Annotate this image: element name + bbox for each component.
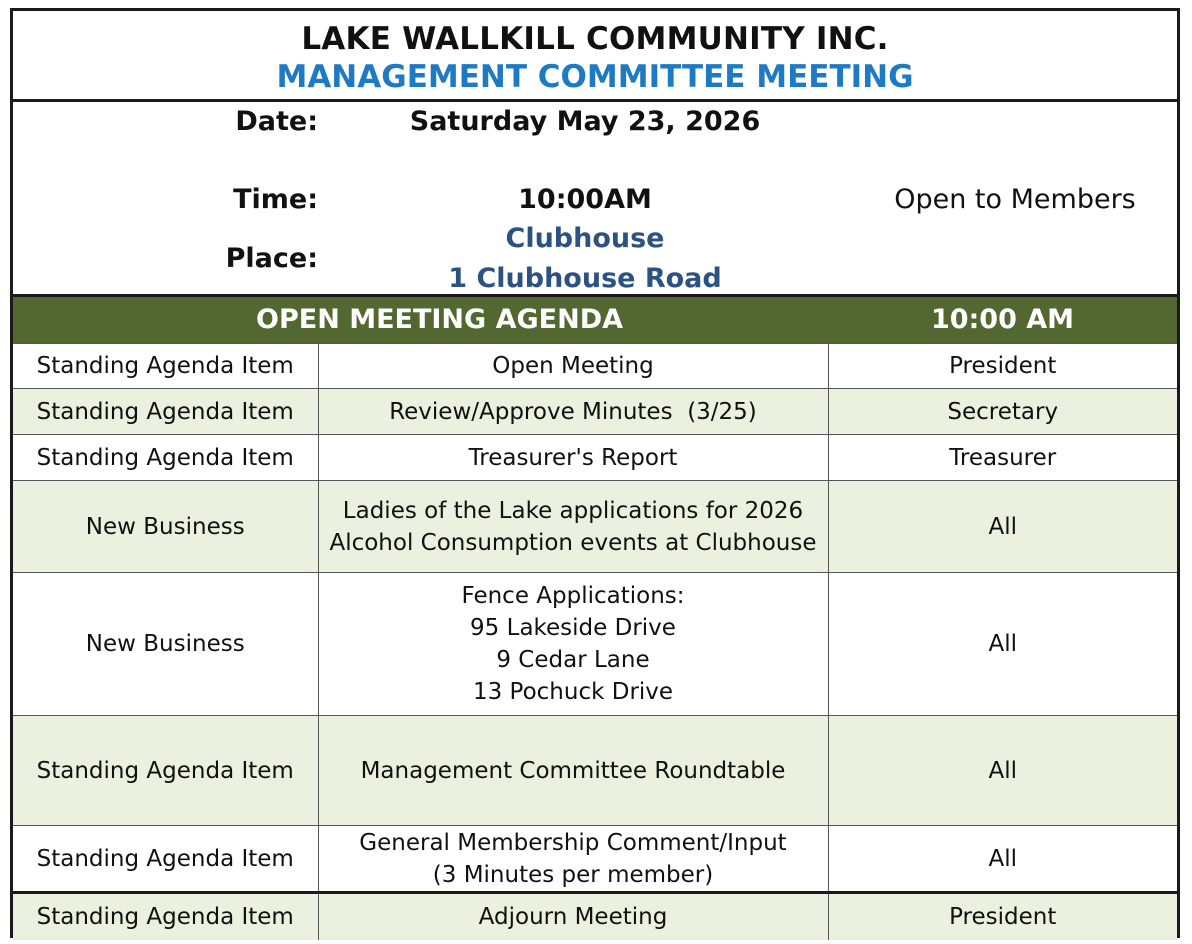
agenda-item-type: New Business — [13, 573, 318, 716]
description-line: 95 Lakeside Drive — [470, 615, 676, 641]
description-line: 9 Cedar Lane — [496, 647, 650, 673]
organization-title: LAKE WALLKILL COMMUNITY INC. — [301, 21, 889, 57]
description-line: Open Meeting — [492, 353, 654, 379]
agenda-row — [13, 389, 1177, 435]
time-label: Time: — [233, 184, 318, 215]
agenda-item-description — [318, 716, 828, 826]
description-line: (3 Minutes per member) — [432, 861, 714, 888]
agenda-start-time: 10:00 AM — [930, 304, 1075, 335]
divider — [13, 99, 1177, 102]
agenda-item-responsible: All — [828, 716, 1177, 826]
agenda-item-type: New Business — [13, 481, 318, 573]
agenda-header-bar — [13, 297, 1177, 343]
description-line: Management Committee Roundtable — [360, 757, 786, 784]
agenda-item-type: Standing Agenda Item — [13, 389, 318, 435]
agenda-item-description — [318, 435, 828, 481]
description-line: Treasurer's Report — [468, 444, 678, 471]
description-line: Review/Approve Minutes (3/25) — [389, 398, 757, 425]
agenda-item-responsible: All — [828, 573, 1177, 716]
description-line: Alcohol Consumption events at Clubhouse — [329, 529, 817, 556]
agenda-item-description — [318, 826, 828, 893]
description-line: Ladies of the Lake applications for 2026 — [342, 497, 804, 524]
agenda-row — [13, 573, 1177, 716]
agenda-item-description — [318, 481, 828, 573]
place-label: Place: — [225, 243, 318, 274]
time-value: 10:00AM — [518, 184, 652, 215]
agenda-item-type: Standing Agenda Item — [13, 435, 318, 481]
agenda-title: OPEN MEETING AGENDA — [256, 304, 623, 335]
agenda-table — [13, 343, 1177, 940]
agenda-item-type: Standing Agenda Item — [13, 344, 318, 389]
agenda-item-type: Standing Agenda Item — [13, 826, 318, 893]
agenda-item-responsible: All — [828, 481, 1177, 573]
agenda-item-responsible: Treasurer — [828, 435, 1177, 481]
date-label: Date: — [235, 106, 318, 137]
agenda-item-description — [318, 893, 828, 940]
place-address: 1 Clubhouse Road — [448, 263, 722, 294]
agenda-item-responsible: Secretary — [828, 389, 1177, 435]
place-name: Clubhouse — [505, 223, 665, 254]
agenda-item-description — [318, 573, 828, 716]
description-line: 13 Pochuck Drive — [472, 679, 674, 705]
agenda-item-type: Standing Agenda Item — [13, 716, 318, 826]
agenda-row — [13, 826, 1177, 893]
meeting-title: MANAGEMENT COMMITTEE MEETING — [276, 59, 914, 95]
agenda-row — [13, 481, 1177, 573]
agenda-item-description — [318, 389, 828, 435]
description-line: General Membership Comment/Input — [359, 829, 787, 856]
agenda-document — [10, 8, 1180, 938]
open-to-members-note: Open to Members — [894, 184, 1136, 215]
agenda-item-responsible: All — [828, 826, 1177, 893]
agenda-item-type: Standing Agenda Item — [13, 893, 318, 940]
agenda-item-description — [318, 344, 828, 389]
agenda-row — [13, 344, 1177, 389]
description-line: Fence Applications: — [461, 583, 685, 609]
description-line: Adjourn Meeting — [478, 903, 668, 930]
date-value: Saturday May 23, 2026 — [409, 106, 761, 137]
agenda-item-responsible: President — [828, 344, 1177, 389]
agenda-row — [13, 716, 1177, 826]
agenda-row — [13, 435, 1177, 481]
agenda-item-responsible: President — [828, 893, 1177, 940]
agenda-row — [13, 893, 1177, 940]
